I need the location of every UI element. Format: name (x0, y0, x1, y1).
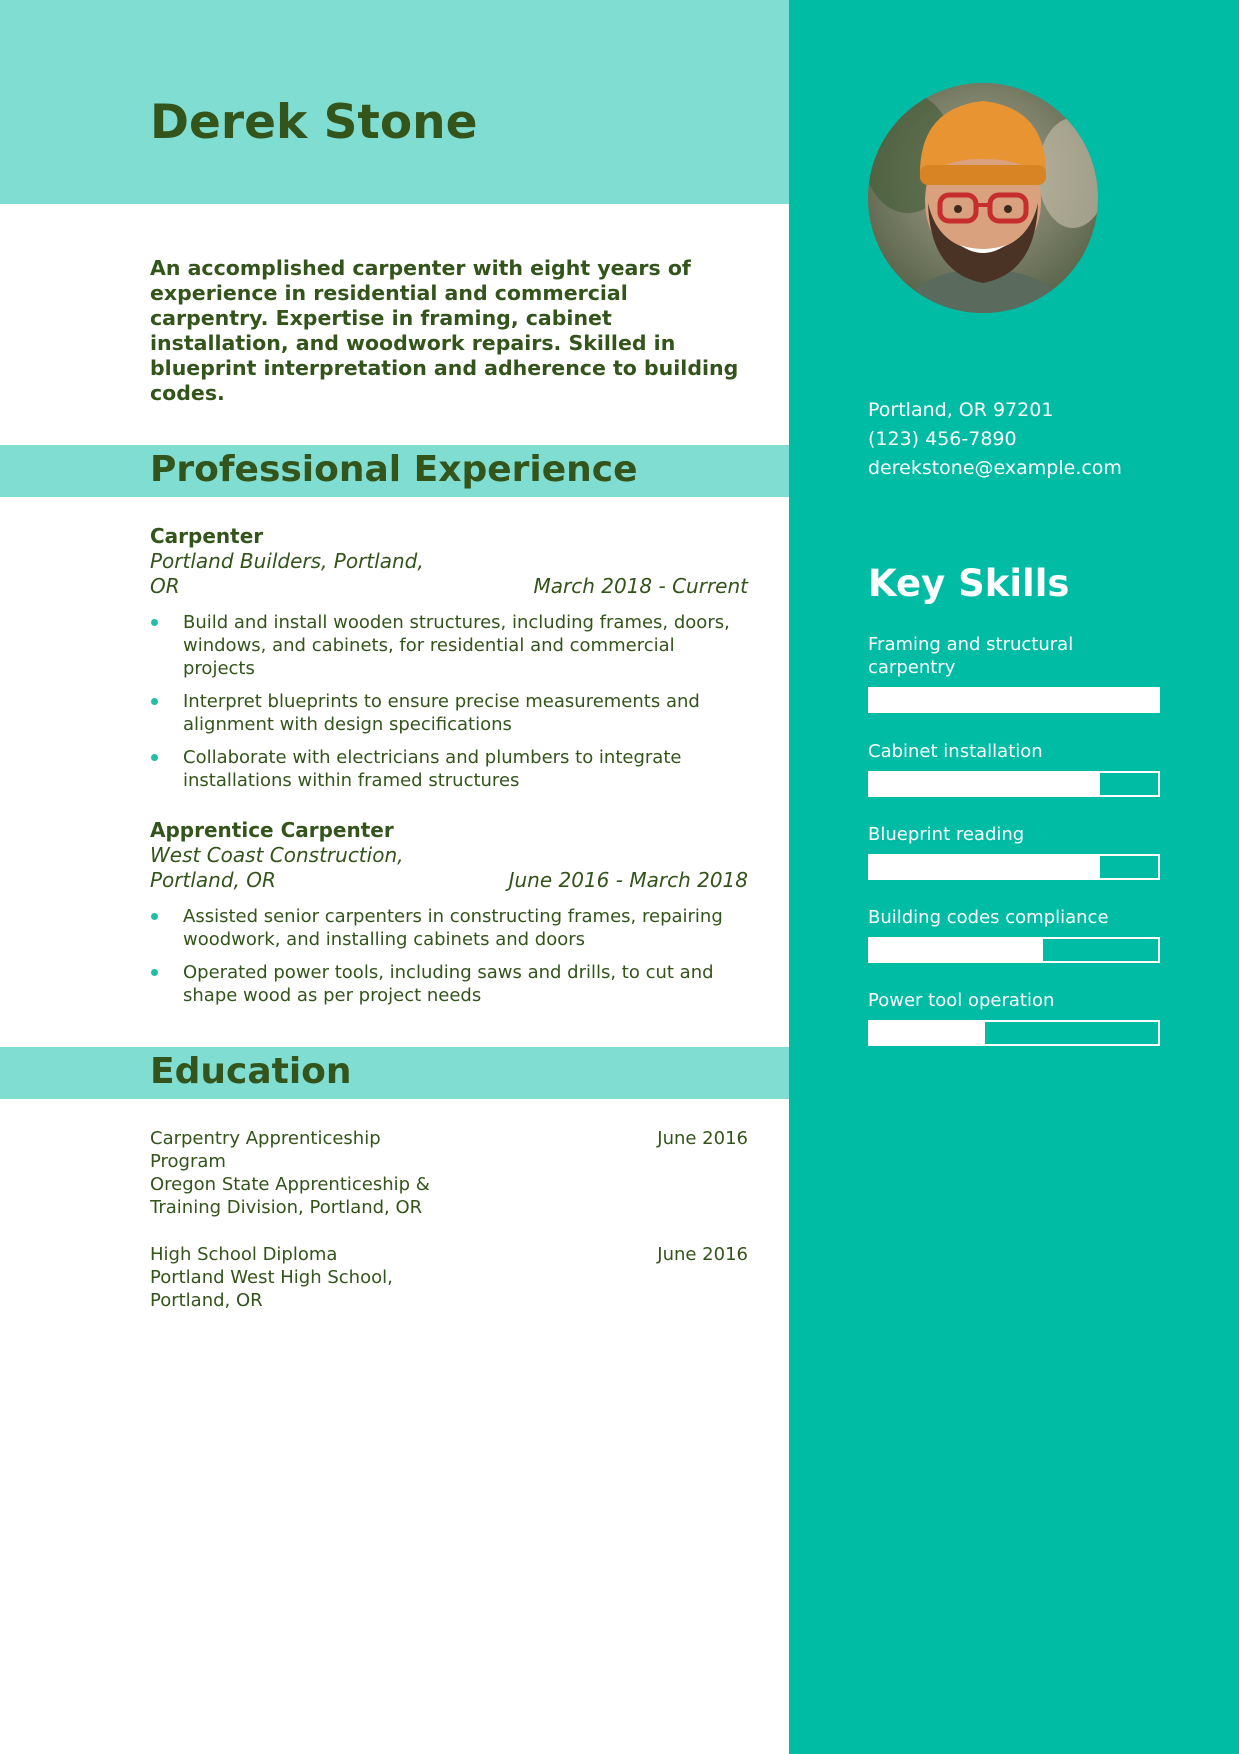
skill-level-fill (870, 856, 1100, 878)
job-company: West Coast Construction, Portland, OR (150, 843, 404, 892)
skill-level-fill (870, 773, 1100, 795)
skill-level-fill (870, 1022, 985, 1044)
skill-item (868, 633, 1160, 713)
job-title: Apprentice Carpenter (150, 818, 394, 842)
skill-level-fill (870, 939, 1043, 961)
experience-heading: Professional Experience (150, 449, 638, 490)
name-header-band (0, 0, 789, 204)
education-section-header (0, 1047, 789, 1099)
job-bullet (150, 690, 748, 736)
job-bullet (150, 961, 748, 1007)
bullet-dot-icon (151, 698, 158, 705)
education-entry (150, 1243, 748, 1312)
profile-photo-illustration (868, 83, 1098, 313)
skill-level-bar (868, 1020, 1160, 1046)
job-meta (150, 843, 748, 893)
job-bullet-text: Build and install wooden structures, including frames, doors, windows, and cabinets, for residential and commercial projects (183, 612, 730, 679)
job-bullets (150, 611, 748, 792)
skills-heading: Key Skills (868, 562, 1070, 605)
profile-photo (868, 83, 1098, 313)
education-degree: Carpentry Apprenticeship Program (150, 1128, 381, 1172)
skill-item (868, 740, 1160, 797)
sidebar (789, 0, 1239, 1754)
skill-name: Blueprint reading (868, 824, 1025, 845)
skill-level-bar (868, 687, 1160, 713)
education-school: Oregon State Apprenticeship & Training Division, Portland, OR (150, 1174, 430, 1218)
education-school: Portland West High School, Portland, OR (150, 1267, 393, 1311)
skill-item (868, 906, 1160, 963)
experience-section-header (0, 445, 789, 497)
skill-name: Cabinet installation (868, 741, 1043, 762)
skill-item (868, 823, 1160, 880)
job-bullet (150, 746, 748, 792)
contact-address: Portland, OR 97201 (868, 399, 1054, 421)
bullet-dot-icon (151, 619, 158, 626)
job-bullet-text: Interpret blueprints to ensure precise measurements and alignment with design specifications (183, 691, 700, 735)
job-title: Carpenter (150, 524, 264, 548)
skill-name: Building codes compliance (868, 907, 1109, 928)
job-entry (150, 524, 748, 802)
job-bullet (150, 611, 748, 680)
job-bullet-text: Assisted senior carpenters in constructing frames, repairing woodwork, and installing cabinets and doors (183, 906, 723, 950)
bullet-dot-icon (151, 913, 158, 920)
skill-name: Framing and structural carpentry (868, 634, 1074, 678)
contact-email: derekstone@example.com (868, 457, 1122, 479)
skill-level-bar (868, 937, 1160, 963)
skill-item (868, 989, 1160, 1046)
job-entry (150, 818, 748, 1017)
job-bullets (150, 905, 748, 1007)
job-dates: June 2016 - March 2018 (508, 868, 748, 892)
skill-level-bar (868, 771, 1160, 797)
education-heading: Education (150, 1051, 352, 1092)
contact-phone: (123) 456-7890 (868, 428, 1017, 450)
skill-name: Power tool operation (868, 990, 1055, 1011)
job-bullet (150, 905, 748, 951)
education-details (150, 1127, 460, 1219)
profile-summary: An accomplished carpenter with eight years of experience in residential and commercial carpentry. Expertise in framing, cabinet installation, and woodwork repairs. Skilled in blueprint interpretation and adherence to building codes. (150, 256, 739, 405)
job-company: Portland Builders, Portland, OR (150, 549, 424, 598)
bullet-dot-icon (151, 754, 158, 761)
candidate-name: Derek Stone (150, 95, 478, 150)
education-entry (150, 1127, 748, 1219)
education-details (150, 1243, 460, 1312)
skill-level-bar (868, 854, 1160, 880)
job-bullet-text: Operated power tools, including saws and drills, to cut and shape wood as per project needs (183, 962, 714, 1006)
job-dates: March 2018 - Current (533, 574, 748, 598)
contact-info (868, 396, 1122, 483)
bullet-dot-icon (151, 969, 158, 976)
job-meta (150, 549, 748, 599)
job-bullet-text: Collaborate with electricians and plumbers to integrate installations within framed structures (183, 747, 682, 791)
education-date: June 2016 (657, 1128, 748, 1149)
education-degree: High School Diploma (150, 1244, 338, 1265)
education-date: June 2016 (657, 1244, 748, 1265)
skill-level-fill (870, 689, 1158, 711)
